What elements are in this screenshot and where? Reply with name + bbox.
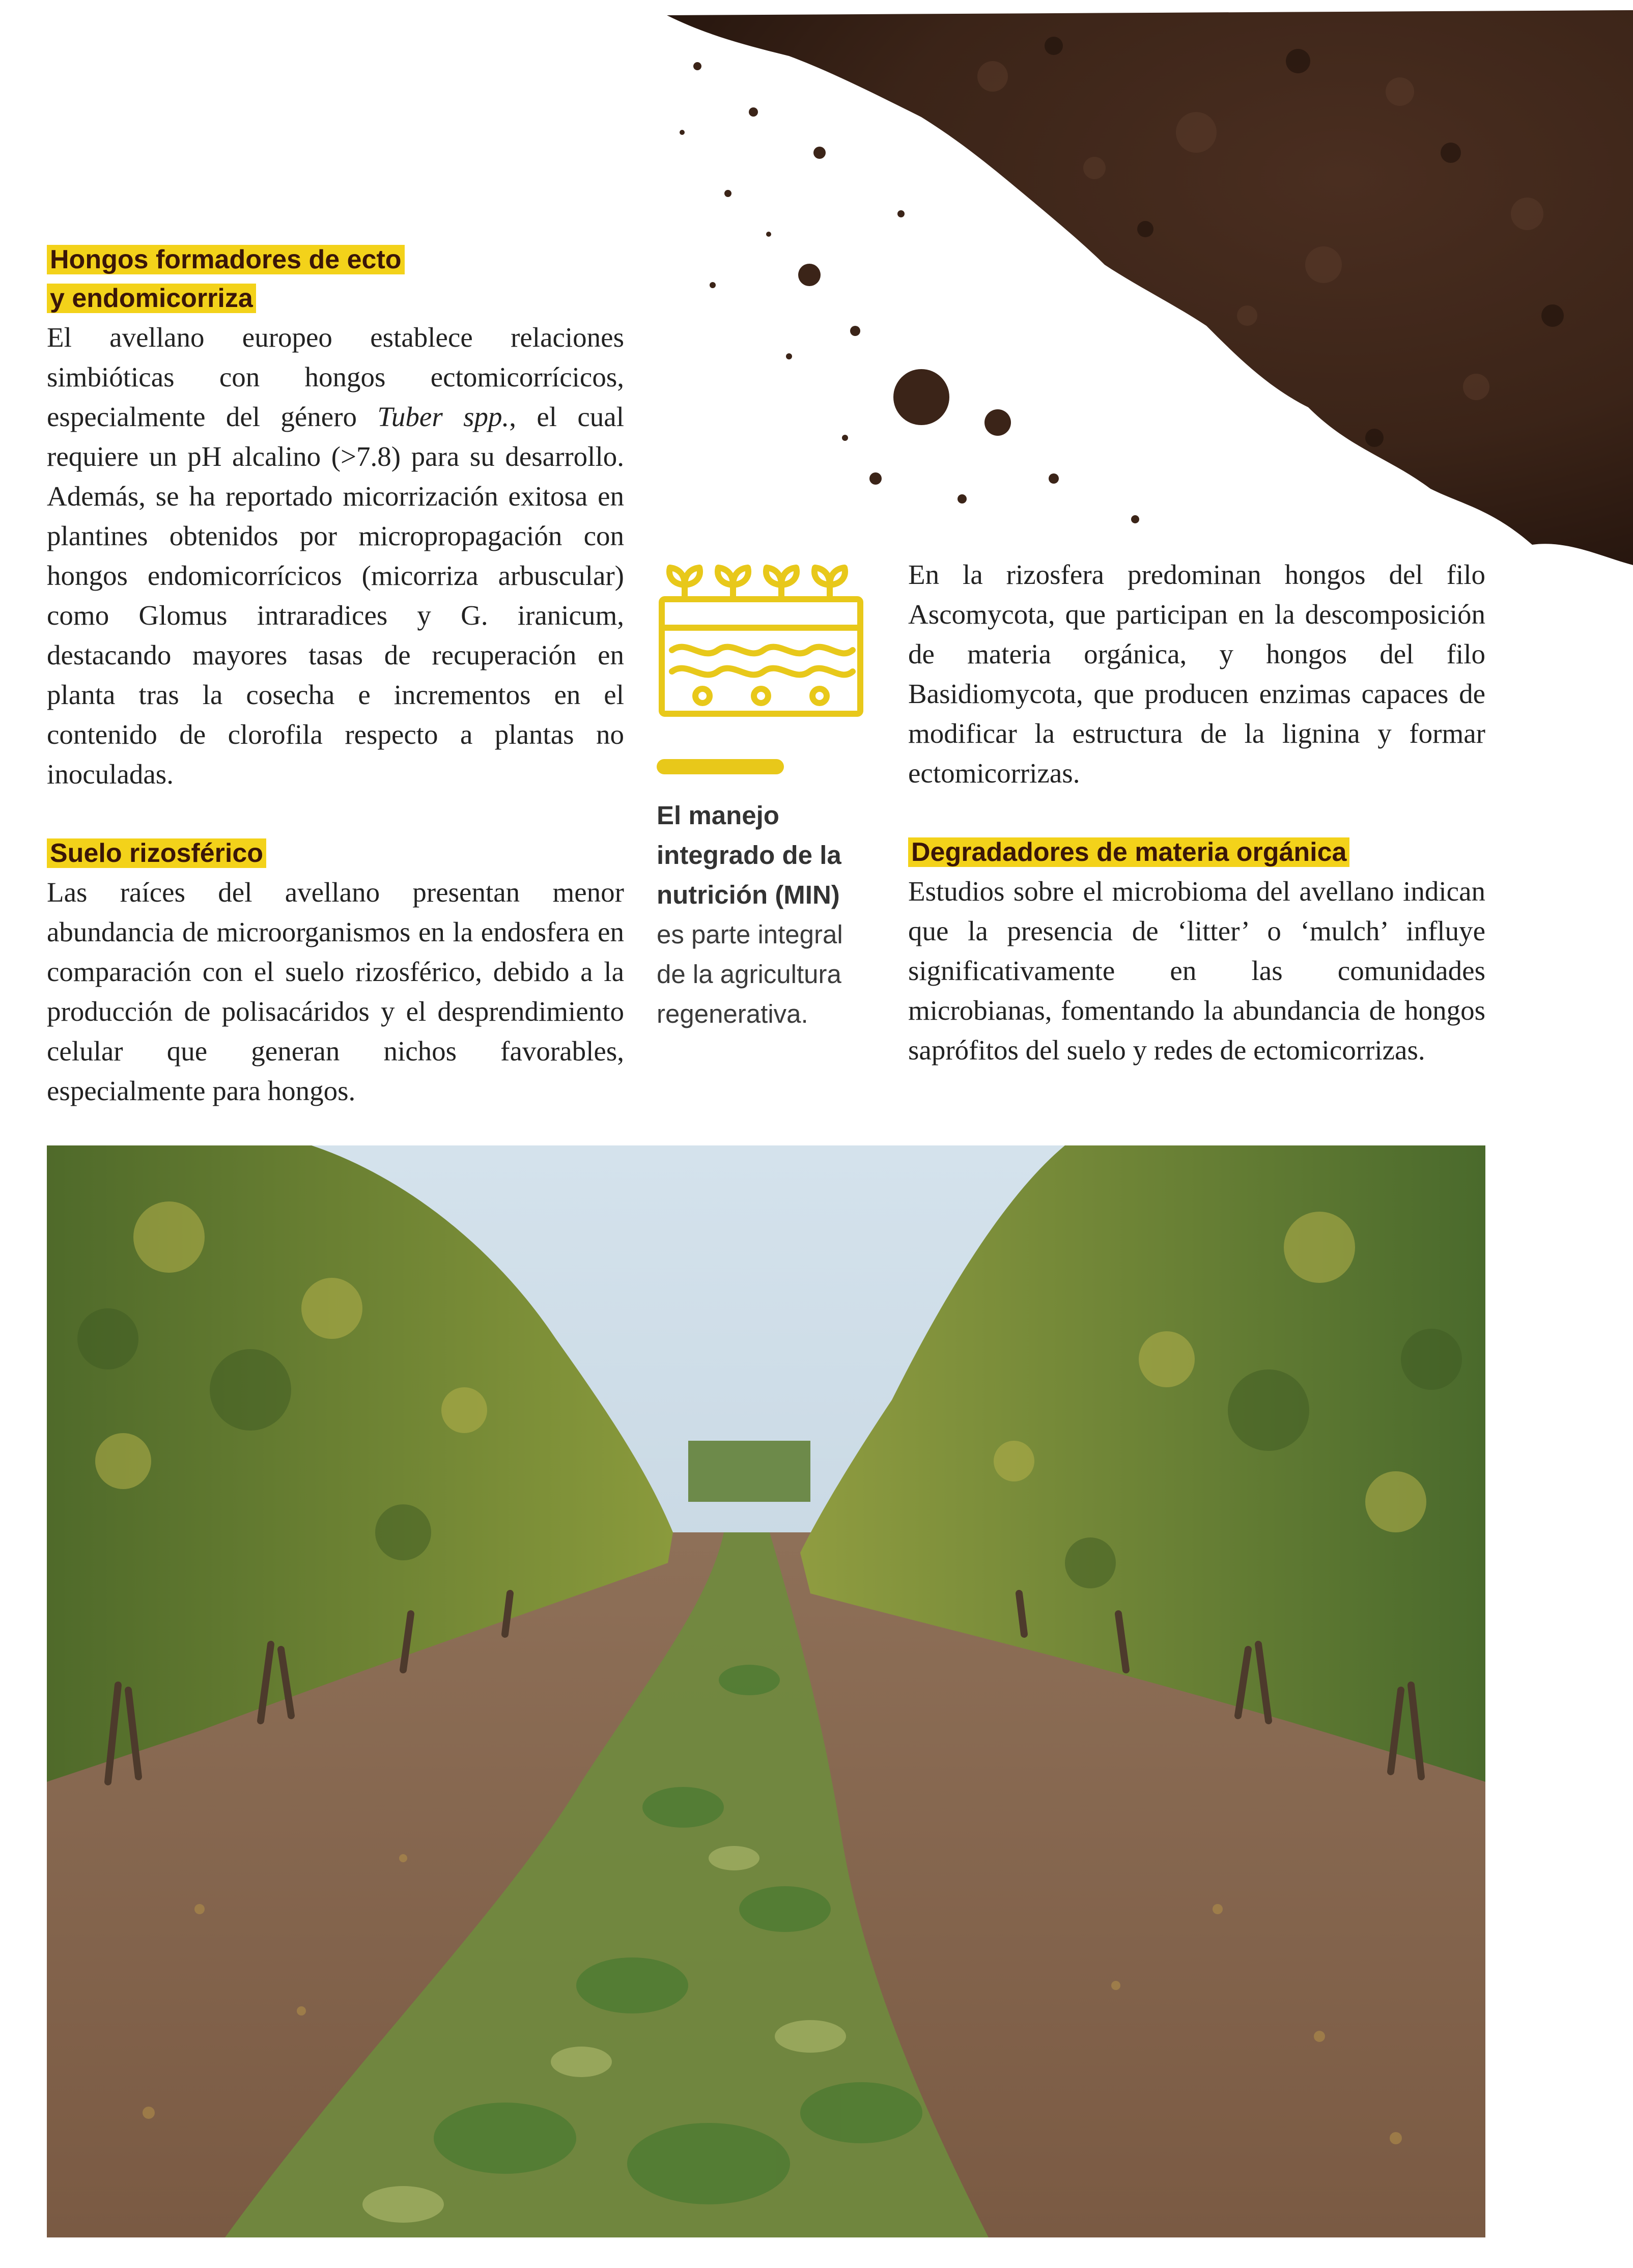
- paragraph-suelo: Las raíces del avellano presentan menor abundancia de microorganismos en la endosfera en comparación con el suelo rizosférico, debido a la producción de polisacáridos y el desprendimiento celular que generan nichos favorables, especialmente para hongos.: [47, 877, 624, 1106]
- soil-sprouts-icon: [657, 563, 865, 720]
- italic-genus: Tuber spp.: [377, 401, 510, 432]
- paragraph-rizosfera: En la rizosfera predominan hongos del filo Ascomycota, que participan en la descomposición de materia orgánica, y hongos del filo Basidiomycota, que producen enzimas capaces de modificar la estructura de la lignina y formar ectomicorrizas.: [908, 559, 1485, 789]
- right-column: [908, 555, 1485, 1070]
- orchard-photo: [47, 1145, 1485, 2237]
- heading-text: Degradadores de materia orgánica: [908, 837, 1349, 867]
- pull-quote: [657, 796, 870, 1034]
- soil-image: [636, 0, 1633, 570]
- section-heading-suelo: [47, 834, 624, 873]
- section-heading-hongos: [47, 240, 624, 318]
- accent-bar: [657, 759, 784, 774]
- paragraph-degradadores: Estudios sobre el microbioma del avellano indican que la presencia de ‘litter’ o ‘mulch’ influye significativamente en las comunidades microbianas, fomentando la abundancia de hongos saprófitos del suelo y redes de ectomicorrizas.: [908, 876, 1485, 1066]
- paragraph-text: , el cual requiere un pH alcalino (>7.8) para su desarrollo. Además, se ha reportado micorrización exitosa en plantines obtenidos por micropropagación con hongos endomicorrícicos (micorriza arbuscular) como Glomus intraradices y G. iranicum, destacando mayores tasas de recuperación en planta tras la cosecha e incrementos en el contenido de clorofila respecto a plantas no inoculadas.: [47, 401, 624, 790]
- heading-line-1: Hongos formadores de ecto: [47, 245, 405, 274]
- heading-text: Suelo rizosférico: [47, 838, 266, 868]
- heading-line-2: y endomicorriza: [47, 284, 256, 313]
- left-column: [47, 240, 624, 1111]
- sidebar-callout: [657, 563, 870, 1034]
- paragraph-hongos: [47, 318, 624, 794]
- pull-quote-bold: El manejo integrado de la nutrición (MIN): [657, 801, 841, 909]
- pull-quote-regular: es parte integral de la agricultura regenerativa.: [657, 920, 843, 1028]
- section-heading-degradadores: [908, 833, 1485, 872]
- paragraph-text: El avellano europeo establece relaciones simbióticas con hongos ectomicorrícicos, especialmente del género: [47, 322, 624, 432]
